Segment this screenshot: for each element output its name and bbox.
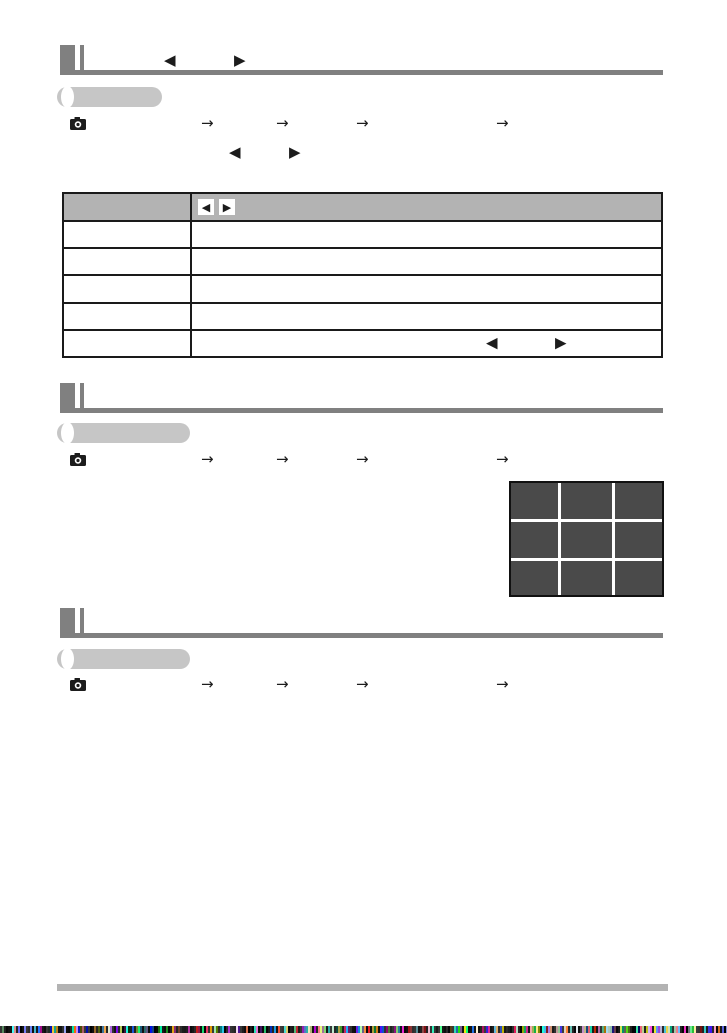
menu-arrow-icon: →: [496, 450, 509, 468]
menu-arrow-icon: →: [276, 114, 289, 132]
pill-notch: [61, 86, 74, 108]
menu-arrow-icon: →: [496, 114, 509, 132]
table-row: [64, 220, 661, 247]
menu-arrow-icon: →: [201, 675, 214, 693]
menu-arrow-icon: →: [356, 675, 369, 693]
table-row: [64, 302, 661, 329]
menu-arrow-icon: →: [496, 675, 509, 693]
header-arrow-buttons: [192, 199, 235, 215]
section3-heading-block: [60, 608, 75, 633]
procedure-pill: [57, 87, 162, 107]
pill-notch: [61, 648, 74, 670]
grid-overlay-figure: [509, 481, 664, 597]
grid-vline: [612, 483, 615, 595]
pixel-noise-strip: [0, 1026, 727, 1033]
section3-heading-thinbar: [80, 608, 84, 633]
table-header-cell-value: [192, 194, 661, 220]
right-arrow-button-icon: ▶: [219, 199, 235, 215]
menu-arrow-icon: →: [201, 450, 214, 468]
left-arrow-button-icon: ◀: [198, 199, 214, 215]
right-triangle-icon: ▶: [289, 143, 301, 161]
camera-icon: [70, 453, 86, 466]
menu-arrow-icon: →: [276, 675, 289, 693]
table-row-last: [64, 329, 661, 356]
left-triangle-icon: ◀: [164, 51, 176, 69]
menu-arrow-icon: →: [356, 450, 369, 468]
section1-heading-block: [60, 45, 75, 70]
grid-hline: [511, 519, 662, 522]
menu-arrow-icon: →: [201, 114, 214, 132]
table-row: [64, 274, 661, 301]
right-triangle-icon: ▶: [555, 333, 567, 352]
settings-table: [62, 192, 663, 358]
section3-heading-rule: [60, 633, 663, 638]
left-triangle-icon: ◀: [486, 333, 498, 352]
grid-vline: [558, 483, 561, 595]
procedure-pill: [57, 423, 190, 443]
section1-heading-rule: [60, 70, 663, 75]
section2-heading-rule: [60, 408, 663, 413]
menu-arrow-icon: →: [356, 114, 369, 132]
grid-hline: [511, 558, 662, 561]
menu-arrow-icon: →: [276, 450, 289, 468]
footer-rule: [57, 984, 668, 991]
camera-icon: [70, 117, 86, 130]
pill-notch: [61, 422, 74, 444]
left-triangle-icon: ◀: [229, 143, 241, 161]
table-header-cell-setting: [64, 194, 192, 220]
section2-heading-thinbar: [80, 383, 84, 408]
right-triangle-icon: ▶: [234, 51, 246, 69]
section2-heading-block: [60, 383, 75, 408]
section1-heading-thinbar: [80, 45, 84, 70]
table-header-row: [64, 194, 661, 220]
camera-icon: [70, 678, 86, 691]
procedure-pill: [57, 649, 190, 669]
table-row: [64, 247, 661, 274]
